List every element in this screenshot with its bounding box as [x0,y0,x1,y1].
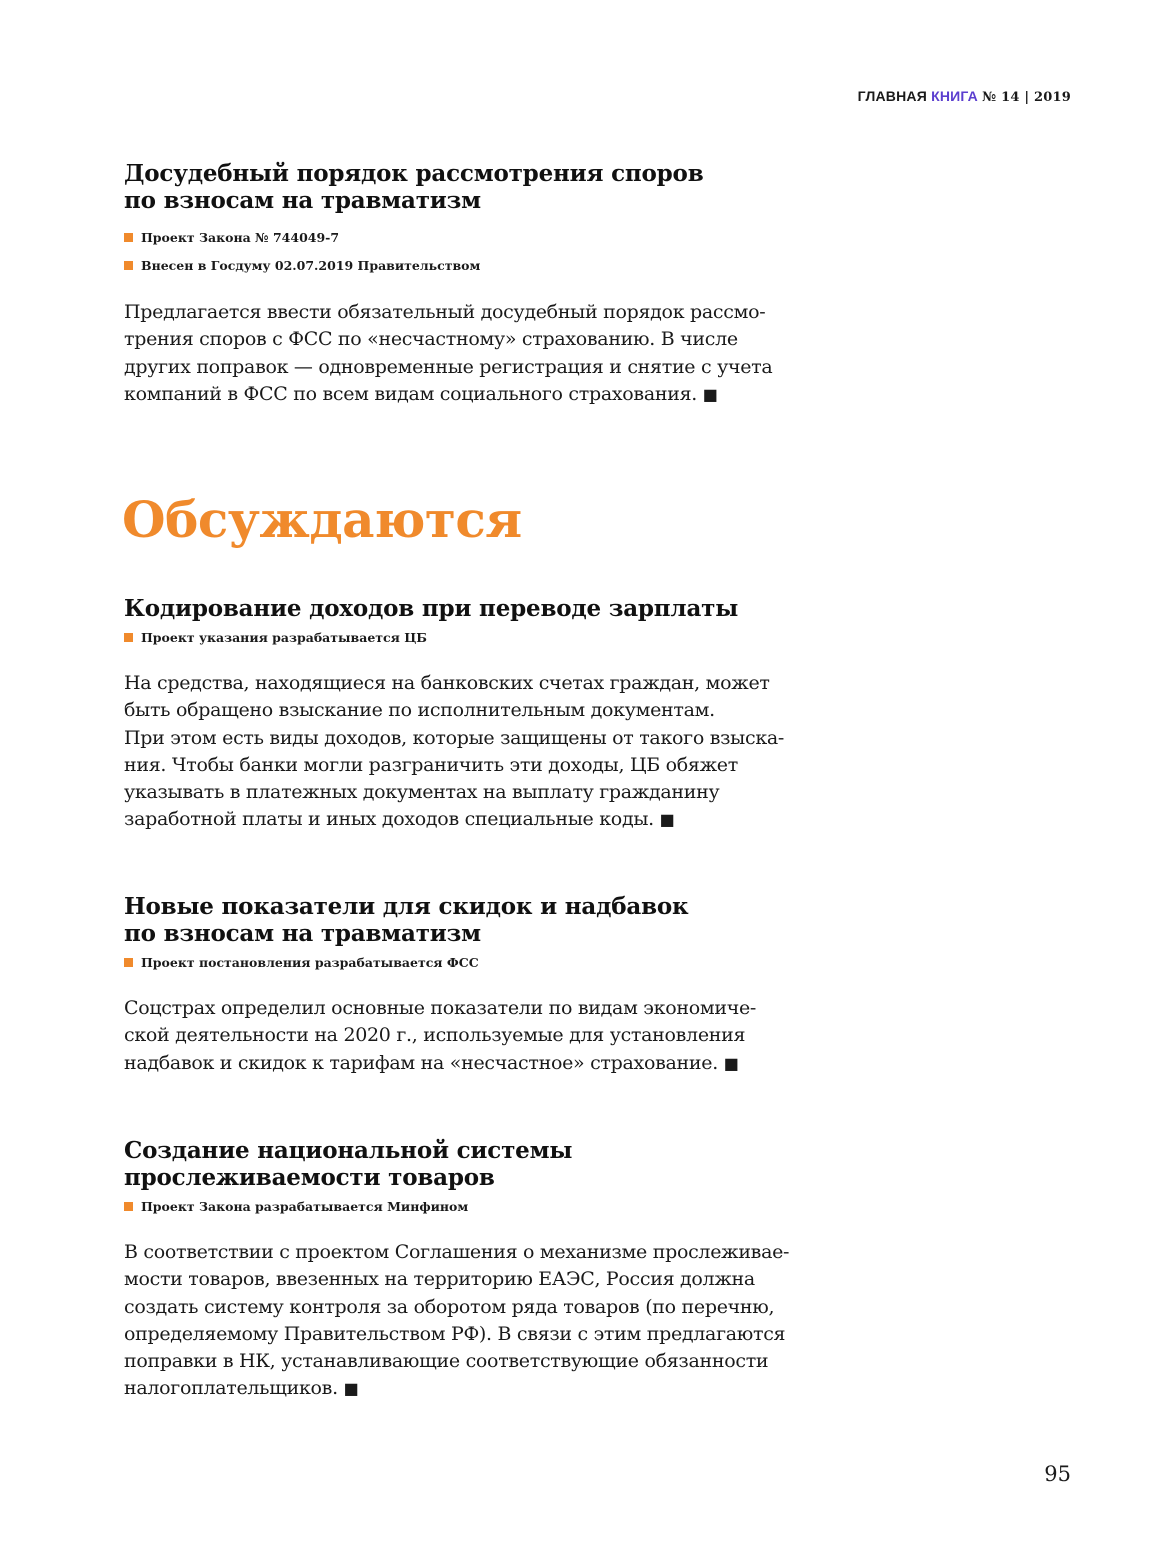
article-body: В соответствии с проектом Соглашения о механизме прослеживае- мости товаров, ввезенных на территорию ЕАЭС, Россия должна создать систему контроля за оборотом ряда товаров (по перечню, определяемому Правительством РФ). В связи с этим предлагаются поправки в НК, устанавливающие соответствующие обязанности налогоплательщиков. ■ [124,1241,790,1400]
article-body: Соцстрах определил основные показатели по видам экономиче- ской деятельности на 2020 г., используемые для установления надбавок и скидок к тарифам на «несчастное» страхование. ■ [124,997,757,1074]
article-traceability [124,1137,814,1403]
article-title: Новые показатели для скидок и надбавок по взносам на травматизм [124,893,689,947]
bullet-square-icon [124,958,133,967]
article-income-coding [124,595,814,834]
bullet-square-icon [124,633,133,642]
magazine-brand-accent: КНИГА [931,88,978,104]
article-meta: Проект Закона № 744049-7 [124,224,814,252]
article-meta: Внесен в Госдуму 02.07.2019 Правительством [124,252,814,280]
page-number: 95 [1044,1462,1071,1486]
issue-info: № 14 | 2019 [982,90,1071,105]
article-meta: Проект постановления разрабатывается ФСС [124,949,814,977]
article-title: Досудебный порядок рассмотрения споров по взносам на травматизм [124,160,704,214]
end-mark-icon: ■ [702,384,718,404]
end-mark-icon: ■ [723,1053,739,1073]
bullet-square-icon [124,1202,133,1211]
bullet-square-icon [124,233,133,242]
article-body: Предлагается ввести обязательный досудебный порядок рассмо- трения споров с ФСС по «несчастному» страхованию. В числе других поправок — одновременные регистрация и снятие с учета компаний в ФСС по всем видам социального страхования. ■ [124,301,773,405]
article-title: Создание национальной системы прослеживаемости товаров [124,1137,573,1191]
magazine-brand: ГЛАВНАЯ [857,88,927,104]
running-header [858,88,1071,105]
bullet-square-icon [124,261,133,270]
end-mark-icon: ■ [343,1379,359,1399]
article-new-indicators [124,893,814,1077]
end-mark-icon: ■ [659,810,675,830]
article-meta: Проект указания разрабатывается ЦБ [124,624,814,652]
article-meta: Проект Закона разрабатывается Минфином [124,1193,814,1221]
section-title: Обсуждаются [122,490,522,549]
article-body: На средства, находящиеся на банковских счетах граждан, может быть обращено взыскание по исполнительным документам. При этом есть виды доходов, которые защищены от такого взыска- ния. Чтобы банки могли разграничить эти доходы, ЦБ обяжет указывать в платежных документах на выплату гражданину заработной платы и иных доходов специальные коды. ■ [124,672,785,831]
article-title: Кодирование доходов при переводе зарплаты [124,595,739,622]
article-pretrial-disputes [124,160,814,408]
